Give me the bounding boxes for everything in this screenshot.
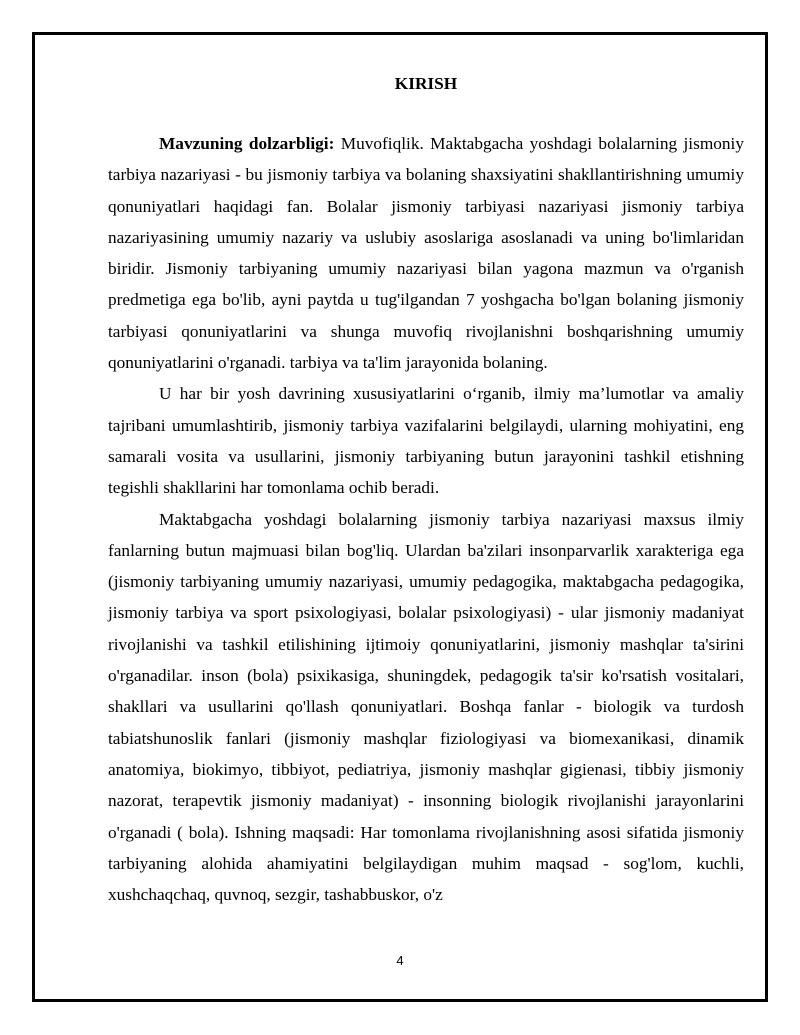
- paragraph-text: Muvofiqlik. Maktabgacha yoshdagi bolalarning jismoniy tarbiya nazariyasi - bu jismoniy tarbiya va bolaning shaxsiyatini shakllantirishning umumiy qonuniyatlari haqidagi fan. Bolalar jismoniy tarbiyasi nazariyasi jismoniy tarbiya nazariyasining umumiy nazariy va uslubiy asoslariga asoslanadi va uning bo'limlaridan biridir. Jismoniy tarbiyaning umumiy nazariyasi bilan yagona mazmun va o'rganish predmetiga ega bo'lib, ayni paytda u tug'ilgandan 7 yoshgacha bo'lgan bolaning jismoniy tarbiyasi qonuniyatlarini va shunga muvofiq rivojlanishni boshqarishning umumiy qonuniyatlarini o'rganadi. tarbiya va ta'lim jarayonida bolaning.: [108, 134, 744, 373]
- paragraph-lead: Mavzuning dolzarbligi:: [159, 134, 335, 153]
- paragraph-relevance: [108, 128, 744, 378]
- document-body: [108, 68, 744, 910]
- paragraph-age-periods: U har bir yosh davrining xususiyatlarini o‘rganib, ilmiy ma’lumotlar va amaliy tajribani umumlashtirib, jismoniy tarbiya vazifalarini belgilaydi, ularning mohiyatini, eng samarali vosita va usullarini, jismoniy tarbiyaning butun jarayonini tashkil etishning tegishli shakllarini har tomonlama ochib beradi.: [108, 384, 744, 498]
- section-title: KIRISH: [394, 74, 458, 93]
- paragraph-related-sciences: Maktabgacha yoshdagi bolalarning jismoniy tarbiya nazariyasi maxsus ilmiy fanlarning butun majmuasi bilan bog'liq. Ulardan ba'zilari insonparvarlik xarakteriga ega (jismoniy tarbiyaning umumiy nazariyasi, umumiy pedagogika, maktabgacha pedagogika, jismoniy tarbiya va sport psixologiyasi, bolalar psixologiyasi) - ular jismoniy madaniyat rivojlanishi va tashkil etilishining ijtimoiy qonuniyatlarini, jismoniy mashqlar ta'sirini o'rganadilar. inson (bola) psixikasiga, shuningdek, pedagogik ta'sir ko'rsatish vositalari, shakllari va usullarini qo'llash qonuniyatlari. Boshqa fanlar - biologik va turdosh tabiatshunoslik fanlari (jismoniy mashqlar fiziologiyasi va biomexanikasi, dinamik anatomiya, biokimyo, tibbiyot, pediatriya, jismoniy mashqlar gigienasi, tibbiy jismoniy nazorat, terapevtik jismoniy madaniyat) - insonning biologik rivojlanishi jarayonlarini o'rganadi ( bola). Ishning maqsadi: Har tomonlama rivojlanishning asosi sifatida jismoniy tarbiyaning alohida ahamiyatini belgilaydigan muhim maqsad - sog'lom, kuchli, xushchaqchaq, quvnoq, sezgir, tashabbuskor, o'z: [108, 509, 744, 905]
- page-number: 4: [396, 953, 404, 968]
